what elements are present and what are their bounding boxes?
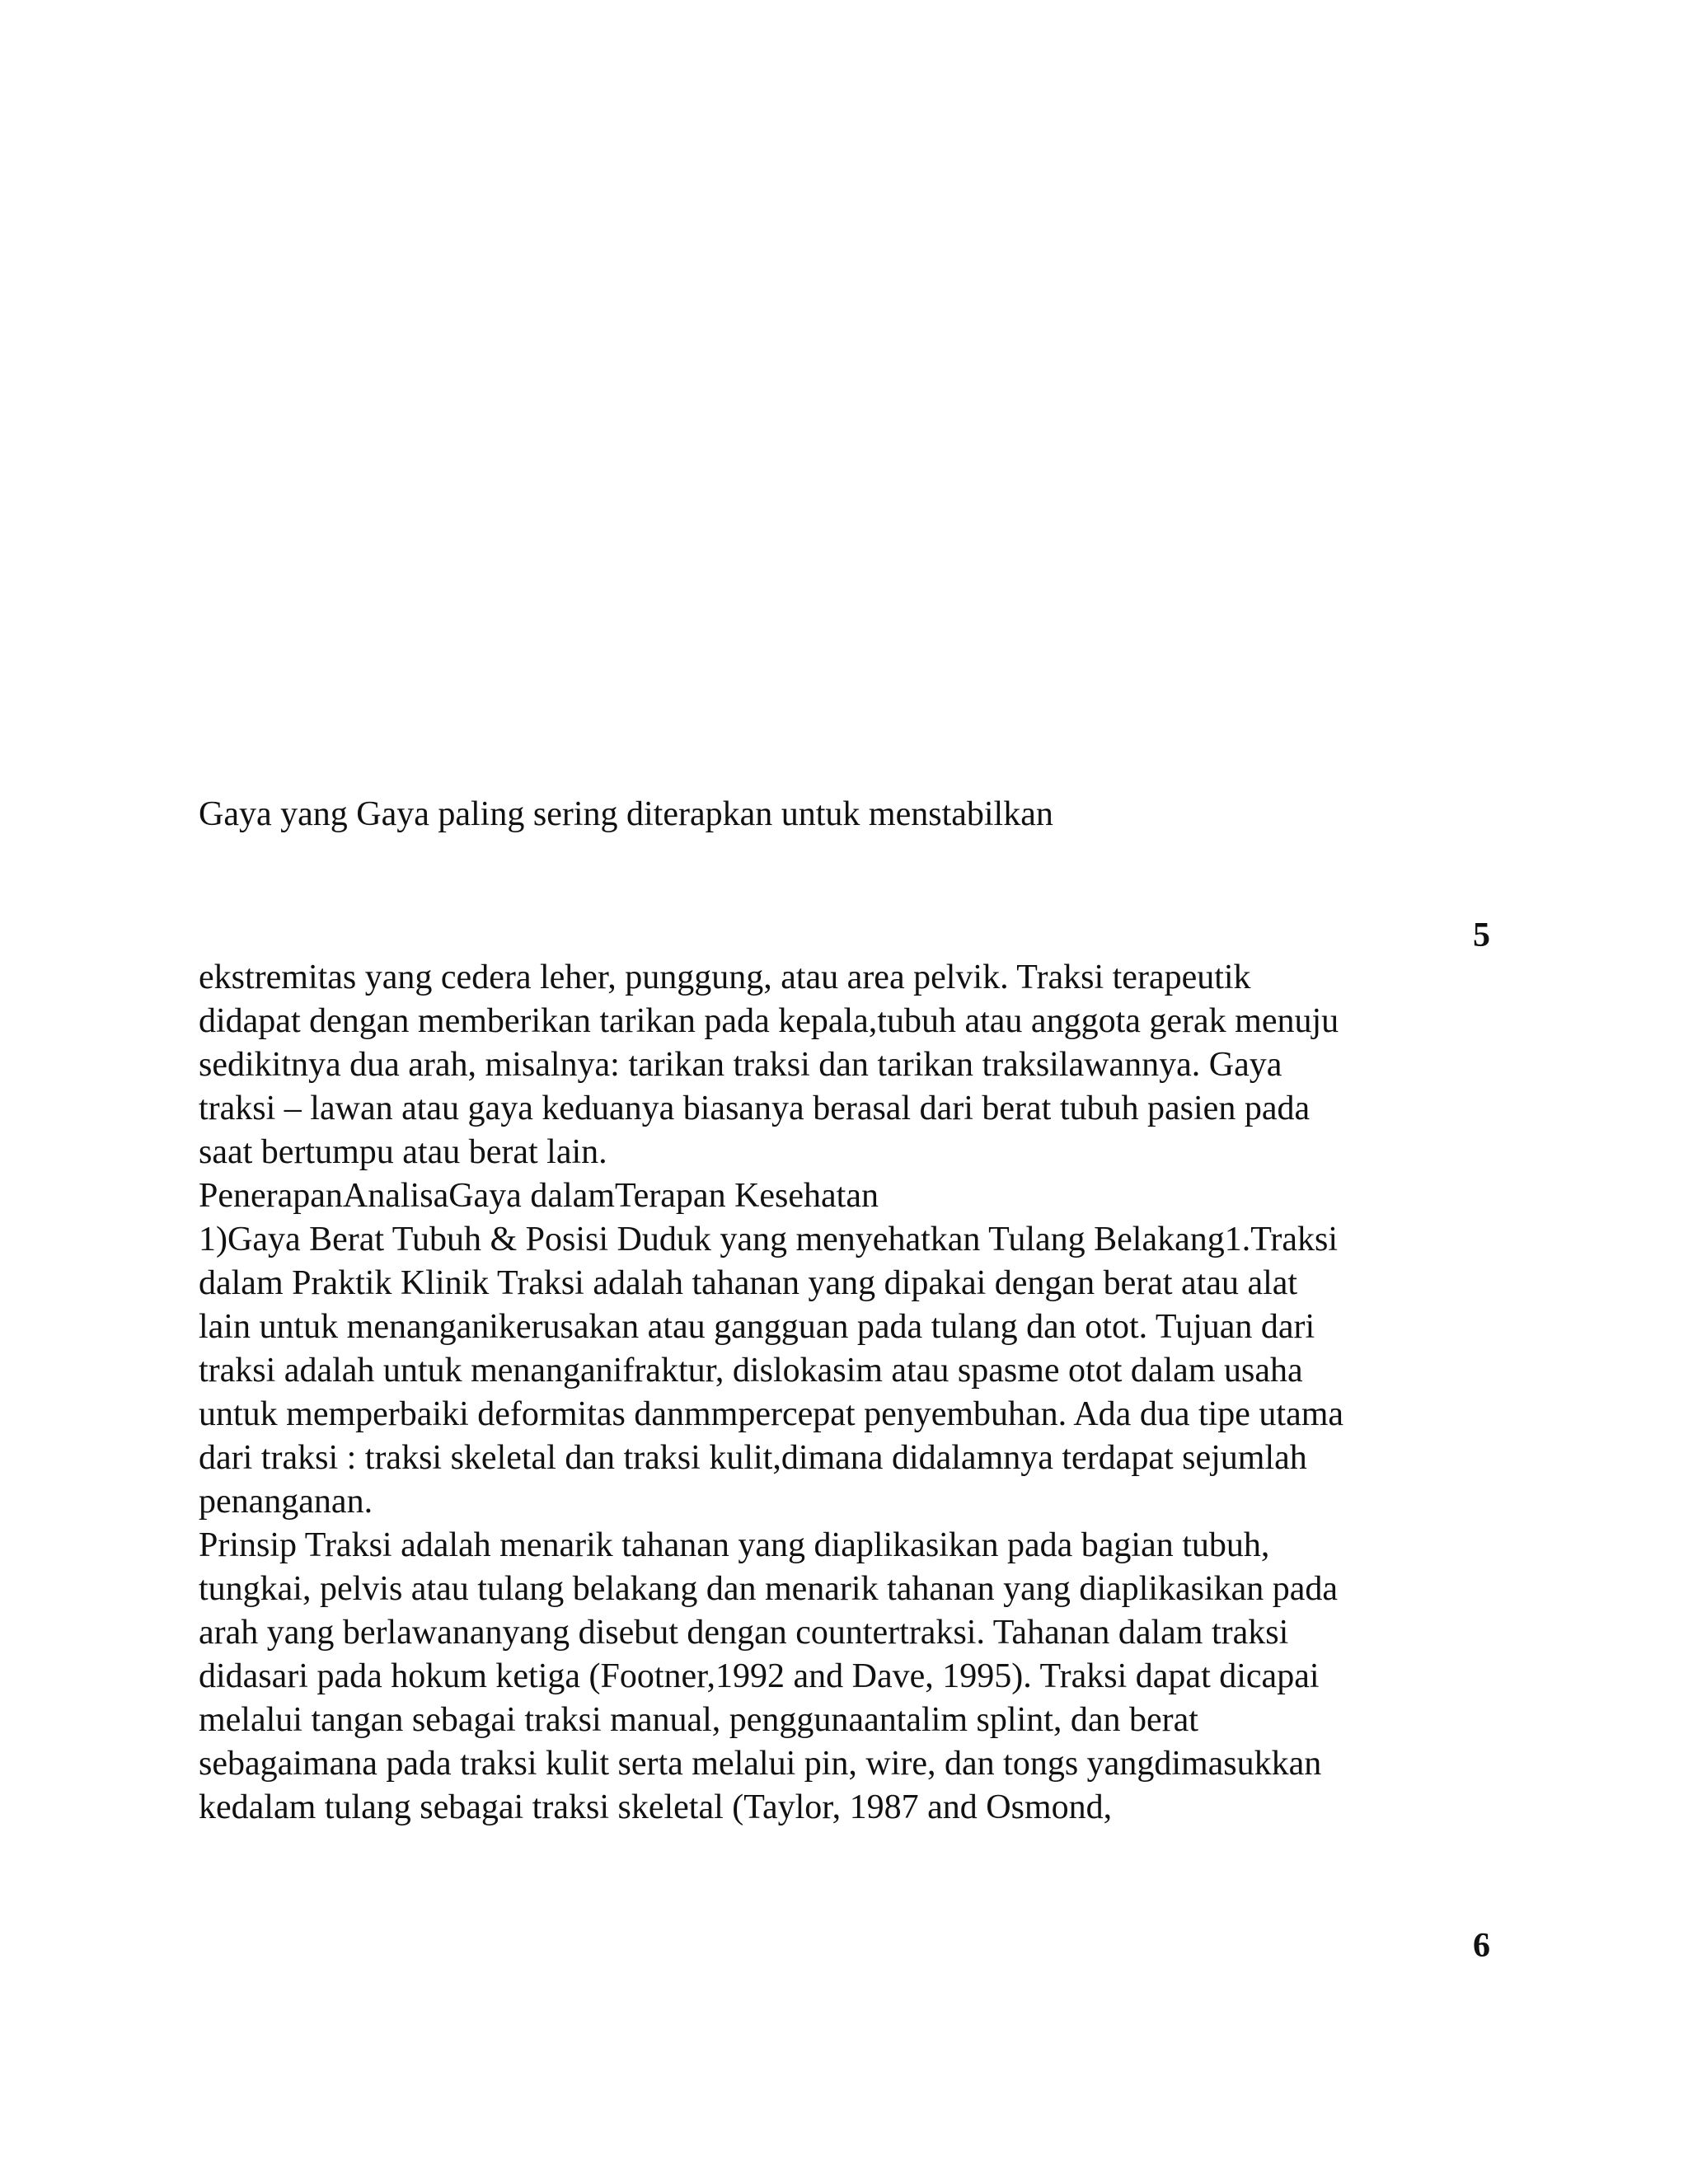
text-line: arah yang berlawananyang disebut dengan countertraksi. Tahanan dalam traksi (199, 1614, 1289, 1652)
page-number: 6 (1473, 1927, 1490, 1965)
text-line: traksi – lawan atau gaya keduanya biasanya berasal dari berat tubuh pasien pada (199, 1090, 1311, 1127)
text-line: dalam Praktik Klinik Traksi adalah tahanan yang dipakai dengan berat atau alat (199, 1264, 1298, 1302)
text-line: traksi adalah untuk menanganifraktur, dislokasim atau spasme otot dalam usaha (199, 1352, 1303, 1390)
text-line: sebagaimana pada traksi kulit serta melalui pin, wire, dan tongs yangdimasukkan (199, 1745, 1322, 1783)
section-heading: PenerapanAnalisaGaya dalamTerapan Kesehatan (199, 1177, 879, 1215)
text-line: didapat dengan memberikan tarikan pada kepala,tubuh atau anggota gerak menuju (199, 1002, 1339, 1040)
text-line: dari traksi : traksi skeletal dan traksi kulit,dimana didalamnya terdapat sejumlah (199, 1439, 1307, 1477)
text-line: lain untuk menanganikerusakan atau gangguan pada tulang dan otot. Tujuan dari (199, 1308, 1315, 1346)
text-line: untuk memperbaiki deformitas danmmpercepat penyembuhan. Ada dua tipe utama (199, 1395, 1344, 1433)
text-line: sedikitnya dua arah, misalnya: tarikan traksi dan tarikan traksilawannya. Gaya (199, 1046, 1282, 1084)
first-line-text: Gaya yang Gaya paling sering diterapkan untuk menstabilkan (199, 795, 1053, 833)
text-line: ekstremitas yang cedera leher, punggung, atau area pelvik. Traksi terapeutik (199, 958, 1251, 996)
text-line: melalui tangan sebagai traksi manual, penggunaantalim splint, dan berat (199, 1701, 1198, 1739)
page-number: 5 (1473, 916, 1490, 954)
text-line: Prinsip Traksi adalah menarik tahanan yang diaplikasikan pada bagian tubuh, (199, 1526, 1270, 1564)
text-line: 1)Gaya Berat Tubuh & Posisi Duduk yang menyehatkan Tulang Belakang1.Traksi (199, 1221, 1339, 1258)
text-line: tungkai, pelvis atau tulang belakang dan menarik tahanan yang diaplikasikan pada (199, 1570, 1339, 1608)
text-line: penanganan. (199, 1483, 373, 1521)
text-line: saat bertumpu atau berat lain. (199, 1133, 607, 1171)
text-line: didasari pada hokum ketiga (Footner,1992 and Dave, 1995). Traksi dapat dicapai (199, 1657, 1320, 1695)
text-line: kedalam tulang sebagai traksi skeletal (Taylor, 1987 and Osmond, (199, 1788, 1113, 1826)
